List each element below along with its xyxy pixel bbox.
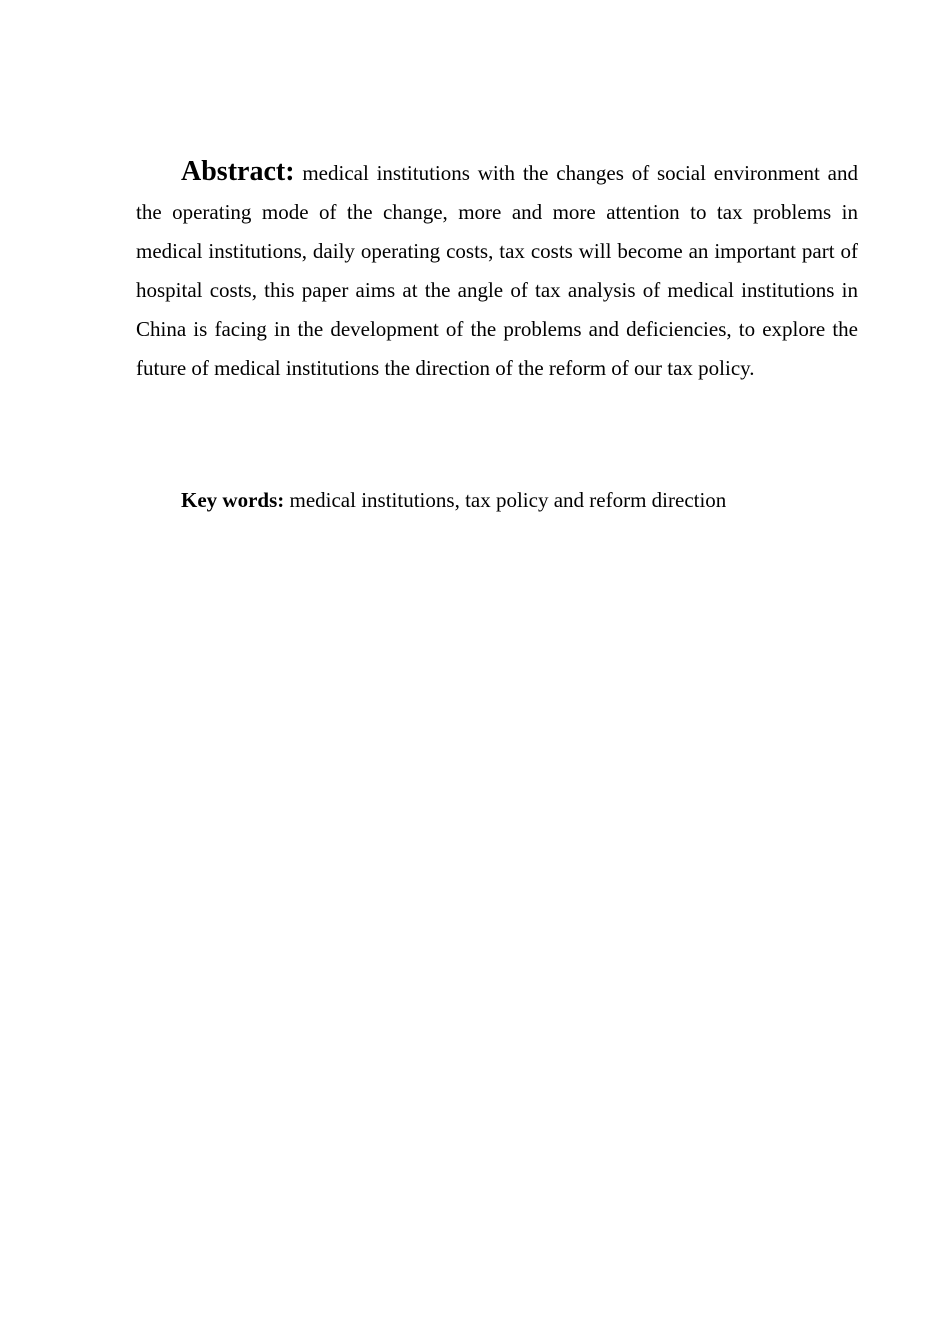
keywords-label: Key words: <box>181 488 285 512</box>
keywords-text: medical institutions, tax policy and reform direction <box>289 488 727 512</box>
abstract-text: medical institutions with the changes of social environment and the operating mode of the change, more and more attention to tax problems in medical institutions, daily operating costs, tax costs will become an important part of hospital costs, this paper aims at the angle of tax analysis of medical institutions in China is facing in the development of the problems and deficiencies, to explore the future of medical institutions the direction of the reform of our tax policy. <box>136 161 858 380</box>
abstract-paragraph <box>136 152 858 388</box>
keywords-paragraph <box>136 483 858 517</box>
abstract-label: Abstract: <box>181 156 295 187</box>
